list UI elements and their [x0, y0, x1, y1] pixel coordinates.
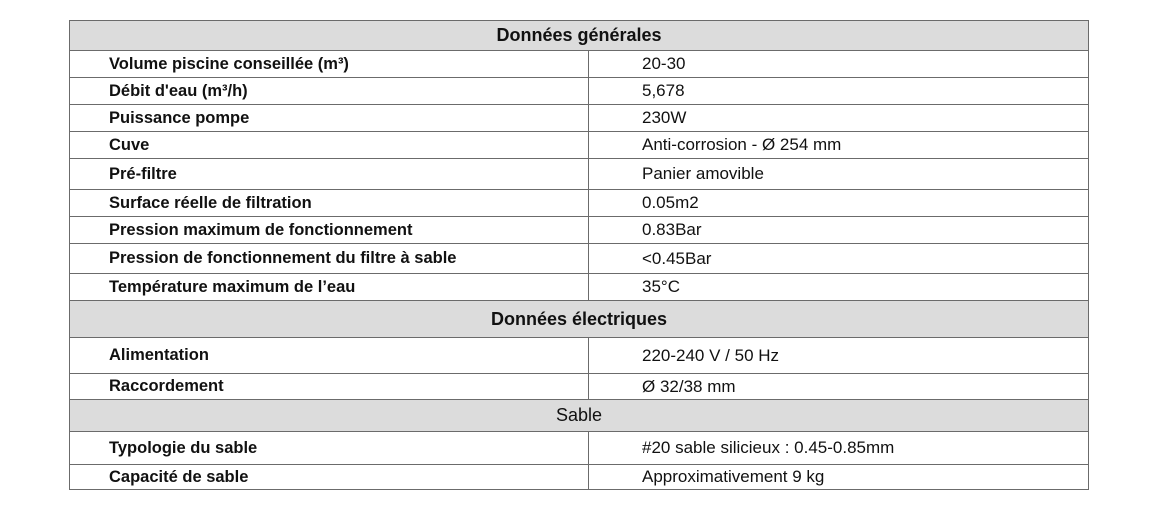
row-value: Ø 32/38 mm	[589, 374, 1089, 400]
row-value: #20 sable silicieux : 0.45-0.85mm	[589, 432, 1089, 465]
row-label: Débit d'eau (m³/h)	[70, 78, 589, 105]
specifications-table	[69, 20, 1089, 490]
row-value: 220-240 V / 50 Hz	[589, 338, 1089, 374]
row-value: 0.83Bar	[589, 217, 1089, 244]
row-label: Cuve	[70, 132, 589, 159]
row-label: Pression maximum de fonctionnement	[70, 217, 589, 244]
table-row	[70, 338, 1089, 374]
row-value: 230W	[589, 105, 1089, 132]
table-row	[70, 274, 1089, 301]
table-row	[70, 132, 1089, 159]
table-row	[70, 51, 1089, 78]
table-row	[70, 105, 1089, 132]
table-row	[70, 217, 1089, 244]
row-label: Alimentation	[70, 338, 589, 374]
row-value: <0.45Bar	[589, 244, 1089, 274]
row-value: Panier amovible	[589, 159, 1089, 190]
section-header-row	[70, 400, 1089, 432]
row-value: 5,678	[589, 78, 1089, 105]
row-label: Pression de fonctionnement du filtre à sable	[70, 244, 589, 274]
table-row	[70, 465, 1089, 490]
row-value: Anti-corrosion - Ø 254 mm	[589, 132, 1089, 159]
section-title-sand: Sable	[70, 400, 1089, 432]
table-row	[70, 159, 1089, 190]
row-label: Volume piscine conseillée (m³)	[70, 51, 589, 78]
section-header-row	[70, 21, 1089, 51]
table-row	[70, 432, 1089, 465]
row-label: Raccordement	[70, 374, 589, 400]
section-header-row	[70, 301, 1089, 338]
row-label: Puissance pompe	[70, 105, 589, 132]
row-label: Surface réelle de filtration	[70, 190, 589, 217]
table-row	[70, 374, 1089, 400]
row-label: Capacité de sable	[70, 465, 589, 490]
row-value: 20-30	[589, 51, 1089, 78]
row-label: Pré-filtre	[70, 159, 589, 190]
section-title-general: Données générales	[70, 21, 1089, 51]
table-row	[70, 190, 1089, 217]
row-value: Approximativement 9 kg	[589, 465, 1089, 490]
row-label: Typologie du sable	[70, 432, 589, 465]
table-row	[70, 244, 1089, 274]
row-value: 0.05m2	[589, 190, 1089, 217]
row-value: 35°C	[589, 274, 1089, 301]
table-row	[70, 78, 1089, 105]
row-label: Température maximum de l’eau	[70, 274, 589, 301]
section-title-electrical: Données électriques	[70, 301, 1089, 338]
